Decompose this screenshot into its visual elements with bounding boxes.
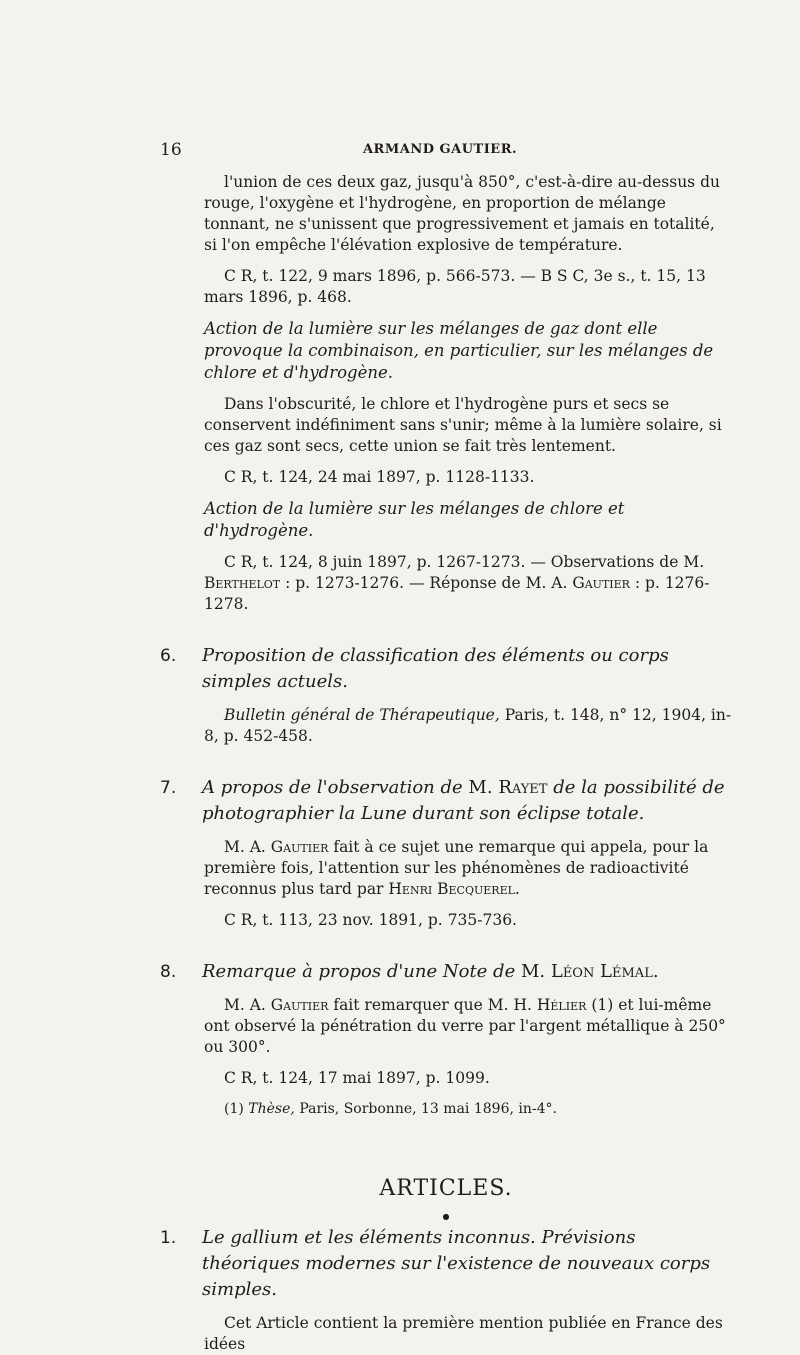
entry-title: Le gallium et les éléments inconnus. Prévisions théoriques modernes sur l'existence de nouveaux corps simples. bbox=[202, 1227, 711, 1300]
entry-number: 7. bbox=[160, 778, 177, 798]
person-name: Léon Lémal. bbox=[550, 961, 659, 982]
author-name: Gautier bbox=[270, 996, 329, 1014]
author-name: Gautier bbox=[572, 574, 630, 592]
paragraph-text: fait remarquer que M. H. bbox=[333, 996, 532, 1014]
author-name: Gautier bbox=[270, 838, 329, 856]
paragraph: Dans l'obscurité, le chlore et l'hydrogène purs et secs se conservent indéfiniment sans s'unir; même à la lumière solaire, si ces gaz sont secs, cette union se fait très lentement. bbox=[204, 395, 722, 455]
subentry-title: Action de la lumière sur les mélanges de gaz dont elle provoque la combinaison, en particulier, sur les mélanges de chlore et d'hydrogène. bbox=[204, 319, 714, 382]
entry-7 bbox=[160, 775, 732, 827]
person-name: Henri Becquerel. bbox=[388, 880, 520, 898]
ornament-dot: ● bbox=[442, 1212, 450, 1221]
paragraph bbox=[160, 837, 732, 900]
reference: C R, t. 124, 24 mai 1897, p. 1128-1133. bbox=[224, 468, 535, 486]
paragraph-text: M. A. bbox=[224, 838, 266, 856]
page-header bbox=[160, 140, 720, 162]
footnote-mark: (1) bbox=[224, 1101, 244, 1117]
entry-title bbox=[202, 775, 732, 827]
entry-title bbox=[202, 959, 659, 985]
reference-text: : p. 1273-1276. — Réponse de M. A. bbox=[285, 574, 568, 592]
running-head: ARMAND GAUTIER. bbox=[362, 142, 518, 157]
entry-title: Proposition de classification des éléments ou corps simples actuels. bbox=[202, 645, 669, 692]
paragraph bbox=[160, 995, 732, 1058]
page-body bbox=[160, 172, 732, 1355]
footnote bbox=[160, 1099, 732, 1120]
footnote-title: Thèse, bbox=[248, 1101, 295, 1117]
reference-text: Paris, t. 148, n° 12, 1904, in-8, p. 452-458. bbox=[204, 706, 732, 745]
reference-text: : p. 1276-1278. bbox=[204, 574, 710, 613]
paragraph-text: M. A. bbox=[224, 996, 266, 1014]
paragraph: Cet Article contient la première mention publiée en France des idées bbox=[204, 1314, 723, 1353]
footnote-text: Paris, Sorbonne, 13 mai 1896, in-4°. bbox=[299, 1101, 557, 1117]
title-text: de la possibilité de photographier la Lune durant son éclipse totale. bbox=[202, 777, 725, 824]
entry-number: 1. bbox=[160, 1228, 177, 1248]
title-text: M. bbox=[520, 961, 546, 982]
title-text: A propos de l'observation de bbox=[202, 777, 463, 798]
entry-6 bbox=[160, 643, 732, 695]
person-name: Rayet bbox=[498, 777, 548, 798]
entry-number: 6. bbox=[160, 646, 177, 666]
title-text: Remarque à propos d'une Note de bbox=[202, 961, 516, 982]
article-entry-1 bbox=[160, 1225, 732, 1303]
paragraph-text: (1) et lui-même ont observé la pénétration du verre par l'argent métallique à 250° ou 300°. bbox=[204, 996, 726, 1056]
entry-number: 8. bbox=[160, 962, 177, 982]
author-name: Berthelot bbox=[204, 574, 281, 592]
subentry-title: Action de la lumière sur les mélanges de chlore et d'hydrogène. bbox=[204, 499, 625, 540]
publication-name: Bulletin général de Thérapeutique, bbox=[224, 706, 500, 724]
page-number: 16 bbox=[160, 140, 182, 160]
reference bbox=[160, 552, 732, 615]
entry-8 bbox=[160, 959, 732, 985]
reference: C R, t. 124, 17 mai 1897, p. 1099. bbox=[224, 1069, 490, 1087]
reference bbox=[160, 705, 732, 747]
person-name: Hélier bbox=[536, 996, 587, 1014]
title-text: M. bbox=[468, 777, 493, 798]
reference: C R, t. 113, 23 nov. 1891, p. 735-736. bbox=[224, 911, 517, 929]
paragraph-text: fait à ce sujet une remarque qui appela, pour la première fois, l'attention sur les phénomènes de radioactivité reconnus plus tard par bbox=[204, 838, 709, 898]
reference: C R, t. 122, 9 mars 1896, p. 566-573. — B S C, 3e s., t. 15, 13 mars 1896, p. 468. bbox=[204, 267, 706, 306]
reference-text: C R, t. 124, 8 juin 1897, p. 1267-1273. — Observations de M. bbox=[224, 553, 705, 571]
paragraph: l'union de ces deux gaz, jusqu'à 850°, c'est-à-dire au-dessus du rouge, l'oxygène et l'hydrogène, en proportion de mélange tonnant, ne s'unissent que progressivement et jamais en totalité, si l'on empêche l'élévation explosive de température. bbox=[204, 173, 720, 254]
section-heading: ARTICLES. bbox=[379, 1176, 513, 1201]
